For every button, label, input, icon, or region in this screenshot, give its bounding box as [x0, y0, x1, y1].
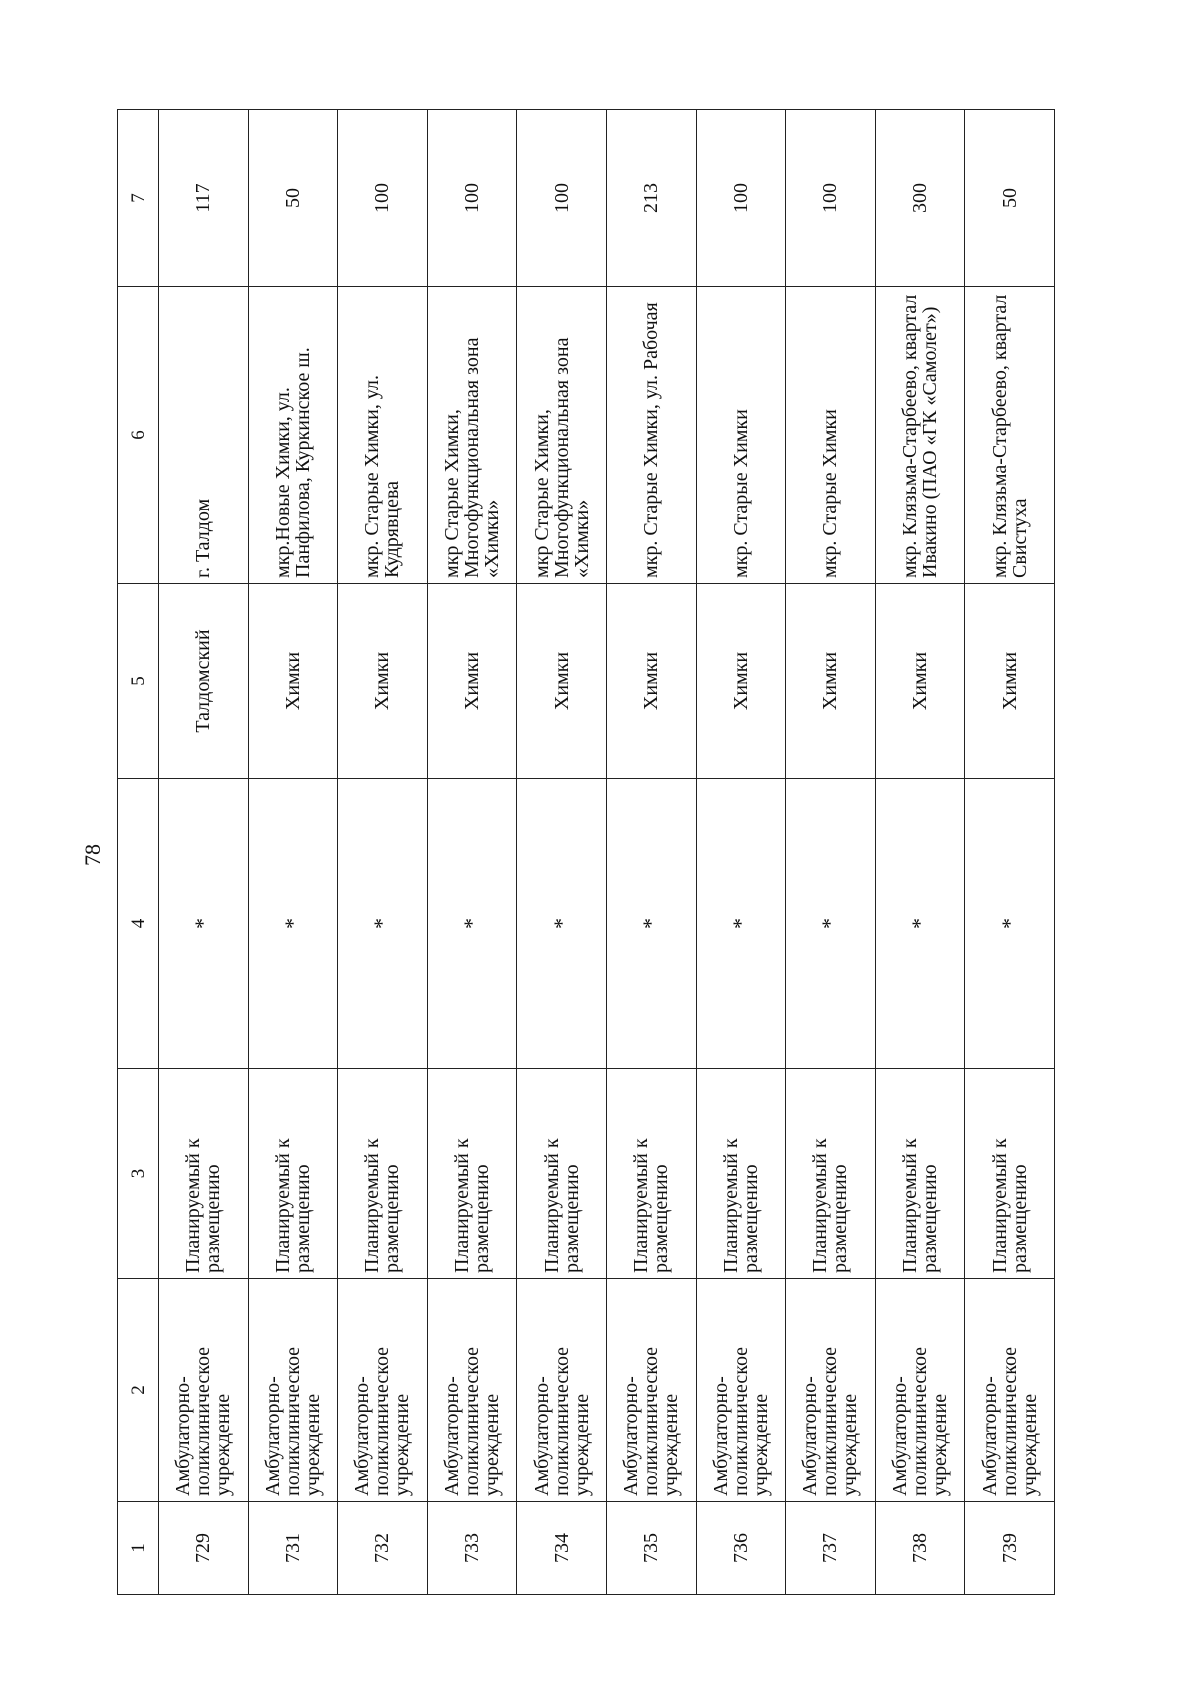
row-number: 734	[517, 1502, 607, 1595]
facility-type: Амбулаторно-поликлиническое учреждение	[427, 1279, 517, 1502]
mark-cell: *	[875, 779, 965, 1069]
mark-cell: *	[427, 779, 517, 1069]
district-cell: Талдомский	[159, 584, 249, 779]
status-cell: Планируемый к размещению	[338, 1069, 428, 1279]
row-number: 737	[786, 1502, 876, 1595]
table-body	[159, 110, 1055, 1595]
facility-type: Амбулаторно-поликлиническое учреждение	[696, 1279, 786, 1502]
mark-cell: *	[338, 779, 428, 1069]
capacity-cell: 50	[965, 110, 1055, 287]
table-row	[517, 110, 607, 1595]
district-cell: Химки	[606, 584, 696, 779]
row-number: 733	[427, 1502, 517, 1595]
column-header: 6	[118, 287, 159, 584]
table-row	[875, 110, 965, 1595]
location-cell: мкр. Старые Химки	[786, 287, 876, 584]
district-cell: Химки	[427, 584, 517, 779]
row-number: 738	[875, 1502, 965, 1595]
status-cell: Планируемый к размещению	[606, 1069, 696, 1279]
column-header: 7	[118, 110, 159, 287]
district-cell: Химки	[517, 584, 607, 779]
mark-cell: *	[248, 779, 338, 1069]
page-number: 78	[80, 844, 105, 866]
column-header: 1	[118, 1502, 159, 1595]
status-cell: Планируемый к размещению	[696, 1069, 786, 1279]
facility-type: Амбулаторно-поликлиническое учреждение	[875, 1279, 965, 1502]
table-row	[248, 110, 338, 1595]
facility-type: Амбулаторно-поликлиническое учреждение	[159, 1279, 249, 1502]
capacity-cell: 50	[248, 110, 338, 287]
mark-cell: *	[517, 779, 607, 1069]
district-cell: Химки	[338, 584, 428, 779]
status-cell: Планируемый к размещению	[965, 1069, 1055, 1279]
facility-type: Амбулаторно-поликлиническое учреждение	[517, 1279, 607, 1502]
district-cell: Химки	[875, 584, 965, 779]
row-number: 736	[696, 1502, 786, 1595]
location-cell: мкр Старые Химки, Многофункциональная зона «Химки»	[427, 287, 517, 584]
facility-type: Амбулаторно-поликлиническое учреждение	[338, 1279, 428, 1502]
table-row	[427, 110, 517, 1595]
facility-type: Амбулаторно-поликлиническое учреждение	[606, 1279, 696, 1502]
location-cell: мкр. Клязьма-Старбеево, квартал Свистуха	[965, 287, 1055, 584]
table-row	[159, 110, 249, 1595]
column-header: 2	[118, 1279, 159, 1502]
district-cell: Химки	[696, 584, 786, 779]
location-cell: мкр. Старые Химки, ул. Рабочая	[606, 287, 696, 584]
status-cell: Планируемый к размещению	[427, 1069, 517, 1279]
location-cell: мкр. Старые Химки, ул. Кудрявцева	[338, 287, 428, 584]
mark-cell: *	[606, 779, 696, 1069]
capacity-cell: 100	[696, 110, 786, 287]
capacity-cell: 213	[606, 110, 696, 287]
row-number: 732	[338, 1502, 428, 1595]
row-number: 739	[965, 1502, 1055, 1595]
table-row	[786, 110, 876, 1595]
row-number: 735	[606, 1502, 696, 1595]
district-cell: Химки	[248, 584, 338, 779]
mark-cell: *	[965, 779, 1055, 1069]
location-cell: г. Талдом	[159, 287, 249, 584]
mark-cell: *	[696, 779, 786, 1069]
district-cell: Химки	[965, 584, 1055, 779]
data-table	[117, 109, 1055, 1595]
table-row	[965, 110, 1055, 1595]
location-cell: мкр.Новые Химки, ул. Панфилова, Куркинское ш.	[248, 287, 338, 584]
capacity-cell: 100	[427, 110, 517, 287]
capacity-cell: 100	[338, 110, 428, 287]
header-row	[118, 110, 159, 1595]
status-cell: Планируемый к размещению	[159, 1069, 249, 1279]
status-cell: Планируемый к размещению	[248, 1069, 338, 1279]
table-row	[696, 110, 786, 1595]
table-row	[606, 110, 696, 1595]
district-cell: Химки	[786, 584, 876, 779]
capacity-cell: 117	[159, 110, 249, 287]
location-cell: мкр. Клязьма-Старбеево, квартал Ивакино (ПАО «ГК «Самолет»)	[875, 287, 965, 584]
location-cell: мкр Старые Химки, Многофункциональная зона «Химки»	[517, 287, 607, 584]
column-header: 4	[118, 779, 159, 1069]
row-number: 729	[159, 1502, 249, 1595]
facility-type: Амбулаторно-поликлиническое учреждение	[965, 1279, 1055, 1502]
facility-type: Амбулаторно-поликлиническое учреждение	[248, 1279, 338, 1502]
capacity-cell: 100	[786, 110, 876, 287]
facility-type: Амбулаторно-поликлиническое учреждение	[786, 1279, 876, 1502]
status-cell: Планируемый к размещению	[786, 1069, 876, 1279]
column-header: 3	[118, 1069, 159, 1279]
row-number: 731	[248, 1502, 338, 1595]
mark-cell: *	[159, 779, 249, 1069]
table-container	[117, 110, 1055, 1595]
status-cell: Планируемый к размещению	[517, 1069, 607, 1279]
table-row	[338, 110, 428, 1595]
mark-cell: *	[786, 779, 876, 1069]
column-header: 5	[118, 584, 159, 779]
capacity-cell: 300	[875, 110, 965, 287]
status-cell: Планируемый к размещению	[875, 1069, 965, 1279]
location-cell: мкр. Старые Химки	[696, 287, 786, 584]
capacity-cell: 100	[517, 110, 607, 287]
